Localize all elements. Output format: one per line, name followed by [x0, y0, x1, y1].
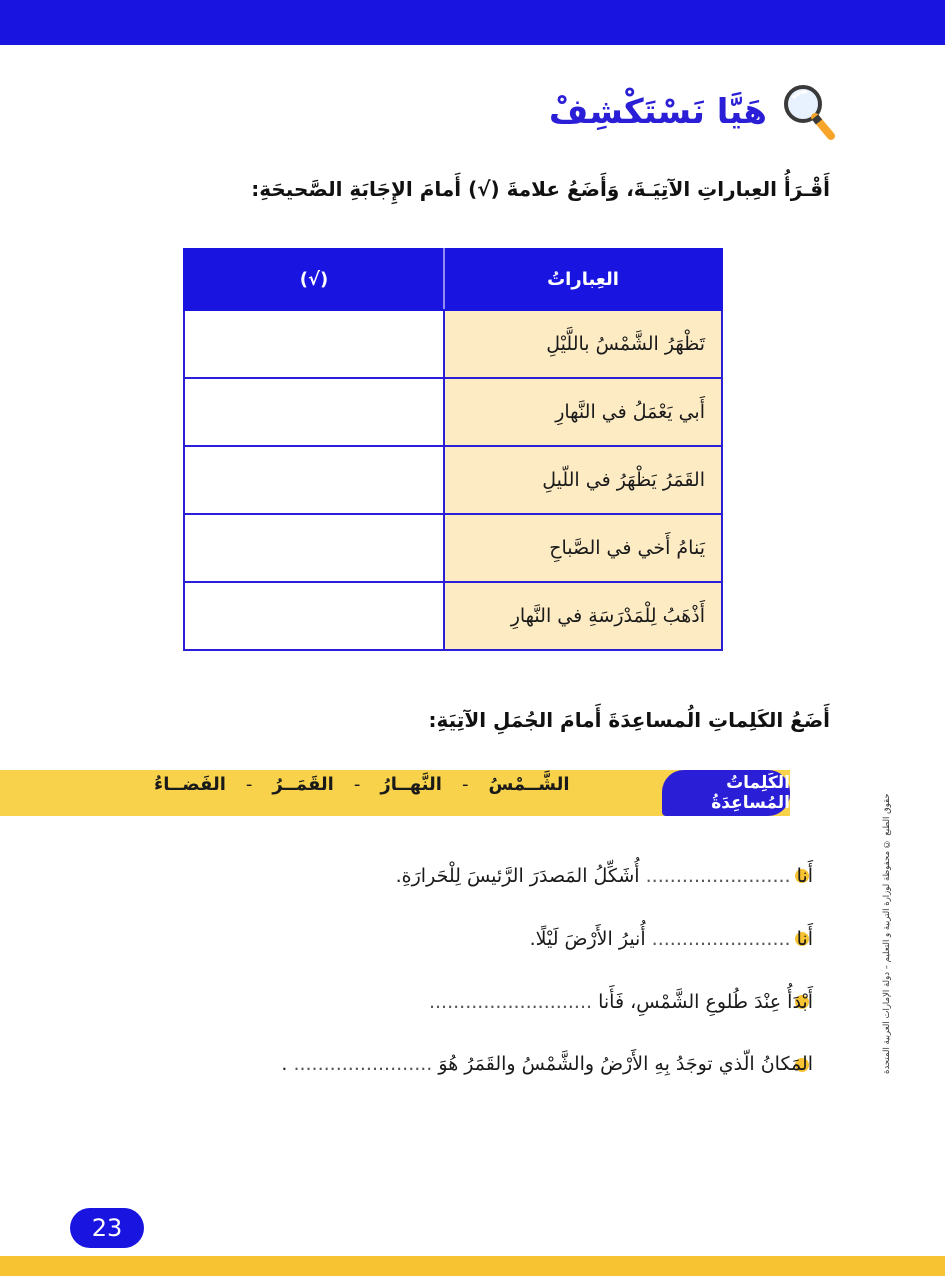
copyright-notice: حقوق الطبع © محفوظة لوزارة التربية و التعليم – دولة الإمارات العربية المتحدة — [882, 793, 892, 1074]
sentence-before: أَنا — [796, 865, 813, 887]
sentence-after: . — [281, 1053, 288, 1075]
check-cell[interactable] — [184, 378, 444, 446]
table-header-row — [184, 249, 722, 310]
helper-words-label: الكَلِماتُ المُساعِدَةُ — [662, 770, 790, 816]
blank-field[interactable]: ....................... — [293, 1053, 433, 1075]
blank-field[interactable]: ....................... — [651, 928, 791, 950]
sentence-after: أُشَكِّلُ المَصدَرَ الرَّئيسَ لِلْحَرارَةِ. — [395, 865, 640, 887]
check-cell[interactable] — [184, 582, 444, 650]
table-row — [184, 582, 722, 650]
check-cell[interactable] — [184, 310, 444, 378]
answers-table — [183, 248, 723, 651]
blank-field[interactable]: ........................... — [428, 991, 593, 1013]
blank-field[interactable]: ........................ — [645, 865, 791, 887]
table-row — [184, 378, 722, 446]
header-statements: العِباراتُ — [444, 249, 722, 310]
instruction-1: أَقْـرَأُ العِباراتِ الآتِيَـةَ، وَأَضَعُ علامةَ (√) أَمامَ الإِجَابَةِ الصَّحيحَةِ: — [251, 177, 830, 201]
sentence-before: أَنا — [796, 928, 813, 950]
page-number: 23 — [70, 1208, 144, 1248]
helper-word: النَّهــارُ — [380, 774, 442, 795]
section-title — [549, 82, 837, 142]
page-title: هَيَّا نَسْتَكْشِفْ — [548, 92, 767, 132]
table-row — [184, 310, 722, 378]
check-cell[interactable] — [184, 446, 444, 514]
bottom-banner — [0, 1256, 945, 1276]
table-row — [184, 446, 722, 514]
helper-words-list: الشَّــمْسُ-النَّهــارُ-القَمَــرُ-الفَضــاءُ — [154, 774, 570, 795]
helper-word: الفَضــاءُ — [154, 774, 226, 795]
statement-cell: القَمَرُ يَظْهَرُ في اللّيلِ — [444, 446, 722, 514]
sentence-3 — [429, 991, 813, 1013]
header-check: (√) — [184, 249, 444, 310]
table-row — [184, 514, 722, 582]
instruction-2: أَضَعُ الكَلِماتِ الُمساعِدَةَ أَمامَ الجُمَلِ الآتِيَةِ: — [428, 708, 830, 732]
check-cell[interactable] — [184, 514, 444, 582]
sentence-1 — [396, 865, 813, 887]
statement-cell: يَنامُ أَخي في الصَّباحِ — [444, 514, 722, 582]
sentence-2 — [530, 928, 813, 950]
sentence-after: أُنيرُ الأَرْضَ لَيْلًا. — [529, 928, 646, 950]
statement-cell: أَبي يَعْمَلُ في النَّهارِ — [444, 378, 722, 446]
helper-word: الشَّــمْسُ — [488, 774, 570, 795]
sentence-4 — [281, 1053, 813, 1075]
helper-word: القَمَــرُ — [272, 774, 334, 795]
sentence-before: المَكانُ الّذي توجَدُ بِهِ الأَرْضُ والشَّمْسُ والقَمَرُ هُوَ — [438, 1053, 813, 1075]
statement-cell: أَذْهَبُ لِلْمَدْرَسَةِ في النَّهارِ — [444, 582, 722, 650]
statement-cell: تَظْهَرُ الشَّمْسُ باللَّيْلِ — [444, 310, 722, 378]
magnifier-icon — [781, 82, 837, 142]
top-banner — [0, 0, 945, 45]
sentence-before: أَبْدَأُ عِنْدَ طُلوعِ الشَّمْسِ، فَأَنا — [598, 991, 813, 1013]
